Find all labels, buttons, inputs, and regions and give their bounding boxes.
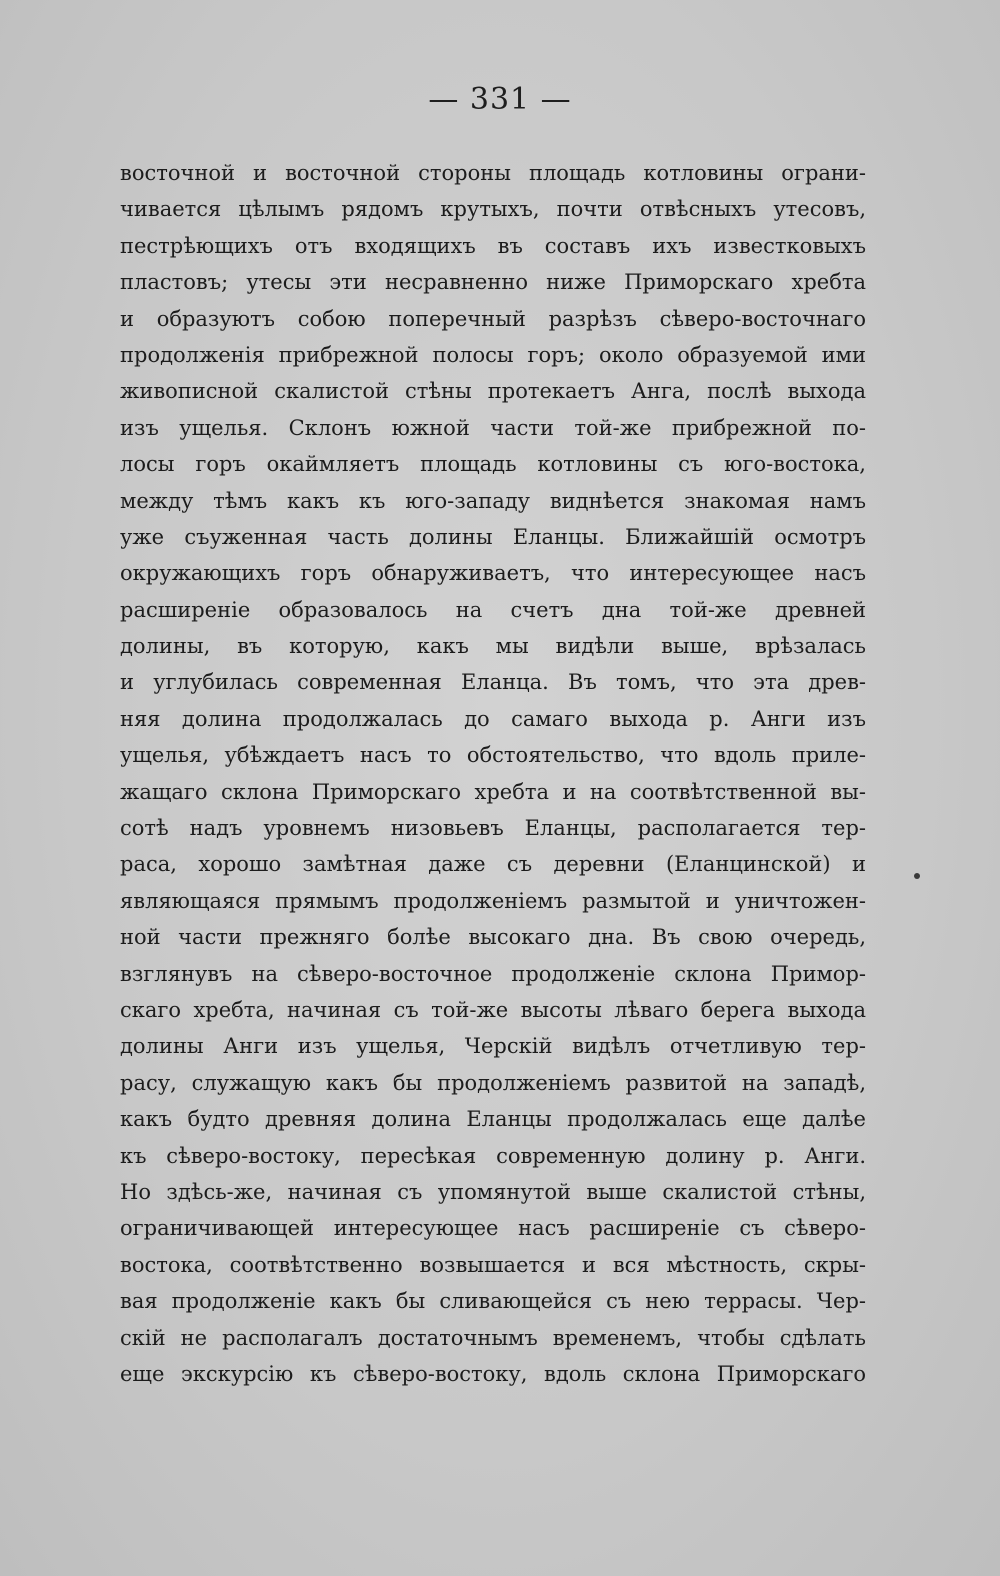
text-line: раса, хорошо замѣтная даже съ деревни (Еланцинской) и	[120, 852, 866, 877]
text-line: между тѣмъ какъ къ юго-западу виднѣется знакомая намъ	[120, 488, 866, 513]
text-line: расширеніе образовалось на счетъ дна той-же древней	[120, 597, 866, 622]
text-line: ной части прежняго болѣе высокаго дна. Въ свою очередь,	[120, 925, 866, 950]
text-line: вая продолженіе какъ бы сливающейся съ нею террасы. Чер-	[120, 1289, 866, 1314]
text-line: няя долина продолжалась до самаго выхода р. Анги изъ	[120, 706, 866, 731]
text-line: долины Анги изъ ущелья, Черскій видѣлъ отчетливую тер-	[120, 1034, 866, 1059]
text-line: взглянувъ на сѣверо-восточное продолженіе склона Примор-	[120, 961, 866, 986]
text-line: и образуютъ собою поперечный разрѣзъ сѣверо-восточнаго	[120, 306, 866, 331]
body-text	[120, 155, 866, 1392]
text-line: расу, служащую какъ бы продолженіемъ развитой на западѣ,	[120, 1070, 866, 1095]
ink-speck	[914, 873, 920, 879]
text-line: пластовъ; утесы эти несравненно ниже Приморскаго хребта	[120, 270, 866, 295]
text-line: чивается цѣлымъ рядомъ крутыхъ, почти отвѣсныхъ утесовъ,	[120, 197, 866, 222]
text-line: лосы горъ окаймляетъ площадь котловины съ юго-востока,	[120, 452, 866, 477]
text-line: уже съуженная часть долины Еланцы. Ближайшій осмотръ	[120, 524, 866, 549]
text-line: являющаяся прямымъ продолженіемъ размытой и уничтожен-	[120, 888, 866, 913]
text-line: сотѣ надъ уровнемъ низовьевъ Еланцы, располагается тер-	[120, 816, 866, 841]
text-line: пестрѣющихъ отъ входящихъ въ составъ ихъ известковыхъ	[120, 233, 866, 258]
text-line: Но здѣсь-же, начиная съ упомянутой выше скалистой стѣны,	[120, 1179, 866, 1204]
text-line: жащаго склона Приморскаго хребта и на соотвѣтственной вы-	[120, 779, 866, 804]
text-line: еще экскурсію къ сѣверо-востоку, вдоль склона Приморскаго	[120, 1361, 866, 1386]
text-line: ущелья, убѣждаетъ насъ то обстоятельство, что вдоль приле-	[120, 743, 866, 768]
text-line: окружающихъ горъ обнаруживаетъ, что интересующее насъ	[120, 561, 866, 586]
text-line: ограничивающей интересующее насъ расширеніе съ сѣверо-	[120, 1216, 866, 1241]
page-number: — 331 —	[428, 82, 572, 117]
text-line: восточной и восточной стороны площадь котловины ограни-	[120, 161, 866, 185]
text-line: продолженія прибрежной полосы горъ; около образуемой ими	[120, 342, 866, 367]
text-line: востока, соотвѣтственно возвышается и вся мѣстность, скры-	[120, 1252, 866, 1277]
text-line: и углубилась современная Еланца. Въ томъ, что эта древ-	[120, 670, 866, 695]
text-line: какъ будто древняя долина Еланцы продолжалась еще далѣе	[120, 1107, 866, 1132]
text-line: скаго хребта, начиная съ той-же высоты лѣваго берега выхода	[120, 997, 866, 1022]
text-line: долины, въ которую, какъ мы видѣли выше, врѣзалась	[120, 634, 866, 659]
text-line: скій не располагалъ достаточнымъ временемъ, чтобы сдѣлать	[120, 1325, 866, 1350]
text-line: изъ ущелья. Склонъ южной части той-же прибрежной по-	[120, 415, 866, 440]
text-line: къ сѣверо-востоку, пересѣкая современную долину р. Анги.	[120, 1143, 866, 1168]
text-line: живописной скалистой стѣны протекаетъ Анга, послѣ выхода	[120, 379, 866, 404]
